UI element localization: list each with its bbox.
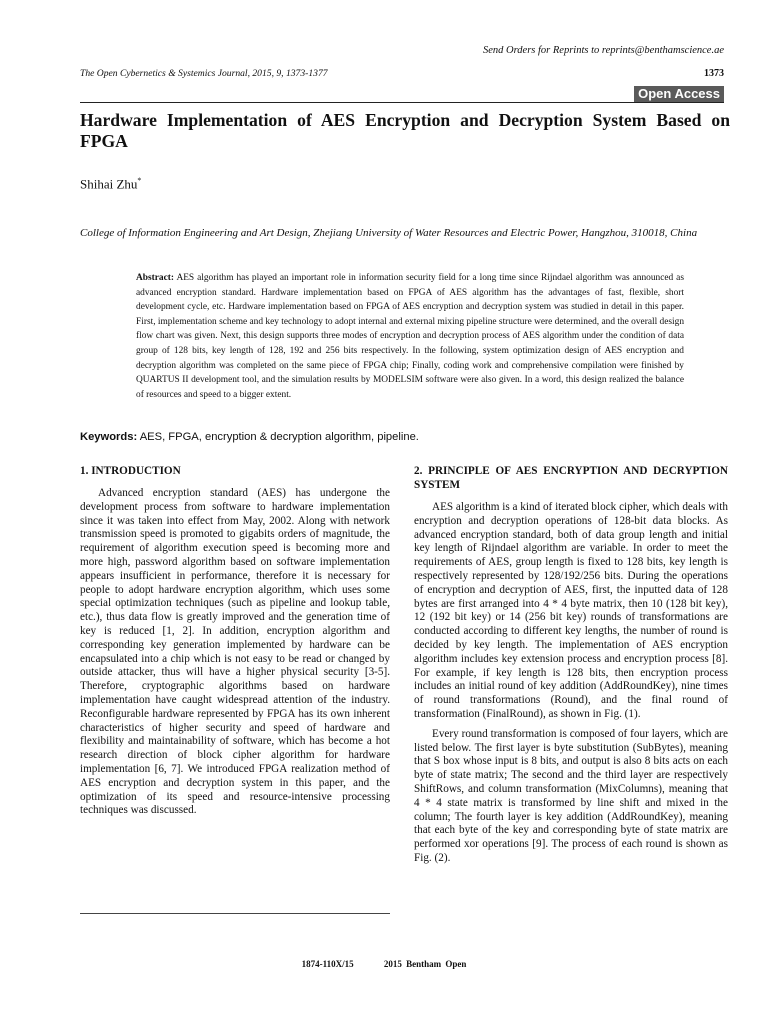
affiliation: College of Information Engineering and Art Design, Zhejiang University of Water Resources and Electric Power, Hangzhou, 310018, China (80, 227, 698, 239)
abstract-text: AES algorithm has played an important role in information security field for a long time since Rijndael algorithm was announced as advanced encryption standard. Hardware implementation based on FPGA of AES algorithm has the advantages of fast, flexible, short development cycle, etc. Hardware implementation based on FPGA of AES encryption and decryption system was studied in detail in this paper. First, implementation scheme and key technology to adopt internal and external mixing pipeline structure were determined, and the overall design flow chart was given. Next, this design supports three modes of encryption and decryption process of AES algorithm under the condition of data group of 128 bits, key length of 128, 192 and 256 bits respectively. In the following, system optimization design of AES encryption and decryption algorithm was completed on the same piece of FPGA chip; Finally, coding work and comprehensive compilation were finished by QUARTUS II development tool, and the simulation results by MODELSIM software were also given. In a word, this design realized the balance of resources and speed to a bigger extent. (136, 273, 685, 400)
right-column (414, 464, 728, 866)
reprints-notice: Send Orders for Reprints to reprints@benthamscience.ae (482, 45, 724, 56)
keywords-text: AES, FPGA, encryption & decryption algorithm, pipeline. (139, 431, 419, 443)
abstract (136, 271, 684, 402)
introduction-paragraph: Advanced encryption standard (AES) has undergone the development process from software to hardware implementation since it was taken into effect from May, 2002. Along with network transmission speed is promoted to gigabits orders of magnitude, the requirement of algorithm execution speed is becoming more and more high, password algorithm based on software implementation appears insufficient in performance, therefore it is necessary for people to adopt hardware encryption algorithm, which uses some special optimization techniques (such as pipeline and lookup table, etc.), thus data flow is greatly improved and the generation time of key is reduced [1, 2]. In addition, encryption algorithm and corresponding key generation implemented by hardware can be encapsulated into a chip which is not easy to be read or changed by outside attacker, thus will have a higher physical security [3-5]. Therefore, cryptographic algorithms based on hardware implementation have caught widespread attention of the industry. Reconfigurable hardware represented by FPGA has its own inherent characteristics of higher security and speed of hardware and flexibility and maintainability of software, which has become a hot research direction of block cipher algorithm for hardware implementation [6, 7]. We introduced FPGA realization method of AES encryption and decryption system in this paper, and the optimization of its speed and resource-intensive processing techniques was discussed. (80, 487, 390, 817)
principle-paragraph-2: Every round transformation is composed of four layers, which are listed below. The first layer is byte substitution (SubBytes), meaning that S box whose input is 8 bits, and output is also 8 bits acts on each byte of state matrix; The second and the third layer are respectively ShiftRows, and column transformation (MixColumns), meaning that 4 * 4 state matrix is transformed by line shift and mixed in the column; The fourth layer is key addition (AddRoundKey), meaning that each byte of the key and corresponding byte of state matrix are performed xor operations [9]. The process of each round is shown as Fig. (2). (414, 727, 728, 864)
keywords-label: Keywords: (80, 431, 138, 443)
footer-issn: 1874-110X/15 (301, 959, 354, 969)
paper-title: Hardware Implementation of AES Encryption and Decryption System Based on FPGA (80, 110, 730, 151)
keywords (80, 431, 419, 443)
author-name: Shihai Zhu (80, 176, 138, 192)
page-number: 1373 (704, 68, 724, 79)
footer (0, 959, 768, 969)
open-access-badge: Open Access (634, 86, 724, 102)
principle-paragraph-1: AES algorithm is a kind of iterated block cipher, which deals with encryption and decryption operations of 128-bit data blocks. As advanced encryption standard, both of data group length and initial key length of Rijndael algorithm are variable. In order to meet the requirements of AES, group length is fixed to 128 bits, key length is respectively represented by 128/192/256 bits. During the operations of encryption and decryption of AES, first, the inputted data of 128 bytes are first arranged into 4 * 4 byte matrix, then 10 (128 bit key), 12 (192 bit key) or 14 (256 bit key) rounds of transformations are conducted according to different key lengths, the number of round is decided by key length. The implementation of AES encryption algorithm includes key extension process and encryption process [8]. For example, if key length is 128 bits, then encryption process includes an initial round of key addition (AddRoundKey), nine times of round transformations (Round), and the final round of transformation (FinalRound), as shown in Fig. (1). (414, 501, 728, 720)
footer-publisher: 2015 Bentham Open (383, 959, 467, 969)
header-rule (80, 102, 724, 103)
corresponding-author-mark: * (137, 176, 142, 185)
section-heading-principle: 2. PRINCIPLE OF AES ENCRYPTION AND DECRYPTION SYSTEM (414, 465, 728, 491)
abstract-label: Abstract: (136, 273, 175, 283)
left-column-rule (80, 913, 390, 914)
section-heading-introduction: 1. INTRODUCTION (80, 465, 181, 477)
journal-header (80, 68, 724, 79)
journal-citation: The Open Cybernetics & Systemics Journal, 2015, 9, 1373-1377 (80, 68, 328, 79)
author-line (80, 176, 141, 192)
left-column (80, 464, 390, 818)
